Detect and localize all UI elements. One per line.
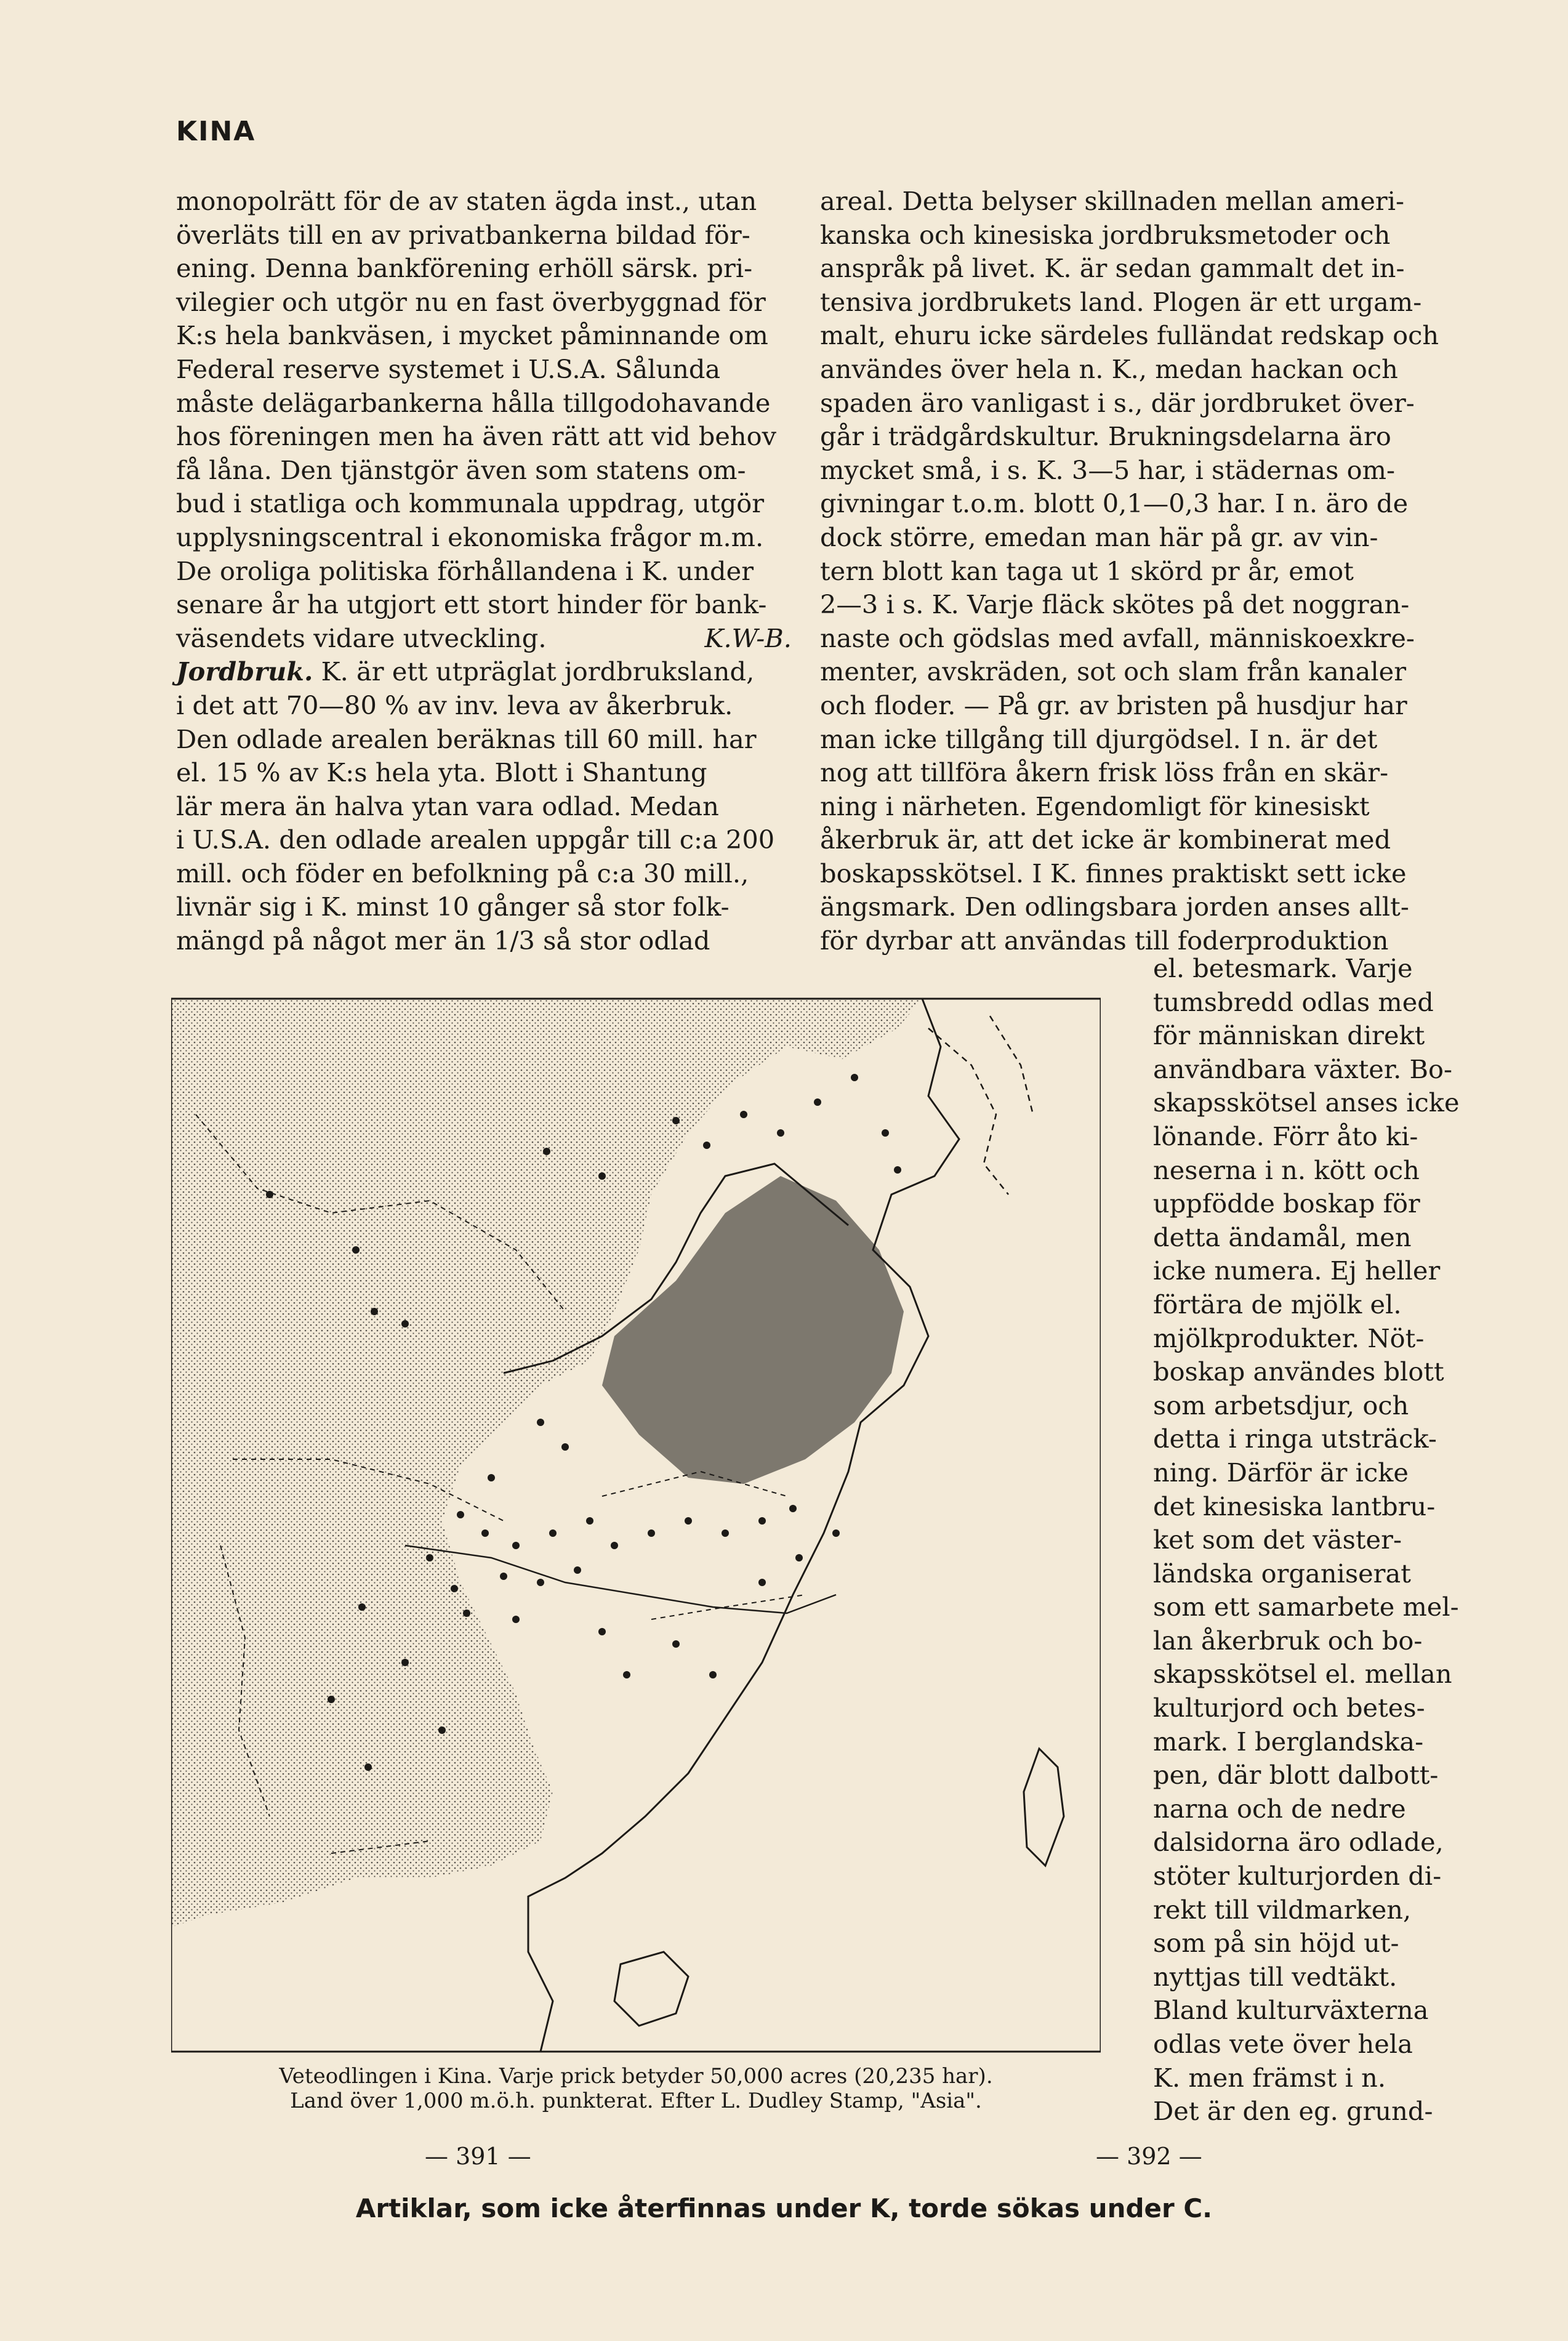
wheat-map-figure (171, 991, 1101, 2063)
text-line: ket som det väster- (1153, 1525, 1402, 1555)
text-line: nyttjas till vedtäkt. (1153, 1961, 1397, 1992)
text-line: skapsskötsel el. mellan (1153, 1659, 1452, 1690)
text-line: detta i ringa utsträck- (1153, 1424, 1437, 1454)
text-line: detta ändamål, men (1153, 1222, 1412, 1252)
page-number-left: — 391 — (425, 2143, 531, 2170)
left-column (176, 185, 792, 958)
text-line: som på sin höjd ut- (1153, 1928, 1399, 1959)
text-line: narna och de nedre (1153, 1793, 1406, 1824)
text-line: odlas vete över hela (1153, 2029, 1413, 2059)
text-line: bud i statliga och kommunala uppdrag, utgör (176, 488, 765, 519)
text-line: anspråk på livet. K. är sedan gammalt det in- (820, 253, 1405, 284)
text-line: Den odlade arealen beräknas till 60 mill. har (176, 723, 757, 754)
text-line: i U.S.A. den odlade arealen uppgår till c:a 200 (176, 824, 775, 855)
text-line: De oroliga politiska förhållandena i K. under (176, 555, 754, 586)
text-line: användbara växter. Bo- (1153, 1054, 1453, 1084)
text-line: går i trädgårdskultur. Brukningsdelarna äro (820, 421, 1391, 452)
text-line: nog att tillföra åkern frisk löss från en skär- (820, 757, 1389, 788)
text-line: boskapsskötsel. I K. finnes praktiskt sett icke (820, 858, 1407, 888)
text-line: spaden äro vanligast i s., där jordbruket över- (820, 387, 1415, 418)
text-line: rekt till vildmarken, (1153, 1894, 1412, 1925)
figure-caption (171, 2064, 1101, 2113)
text-line: 2—3 i s. K. Varje fläck skötes på det noggran- (820, 589, 1410, 620)
text-line: tumsbredd odlas med (1153, 986, 1434, 1017)
text-line: stöter kulturjorden di- (1153, 1861, 1442, 1892)
text-line: ängsmark. Den odlingsbara jorden anses allt- (820, 892, 1409, 922)
text-line: som arbetsdjur, och (1153, 1390, 1409, 1420)
text-line: mill. och föder en befolkning på c:a 30 mill., (176, 858, 749, 888)
text-line: hos föreningen men ha även rätt att vid behov (176, 421, 777, 452)
text-line: ning i närheten. Egendomligt för kinesiskt (820, 791, 1370, 821)
text-line: överläts till en av privatbankerna bildad för- (176, 219, 750, 250)
text-line: livnär sig i K. minst 10 gånger så stor folk- (176, 892, 730, 922)
text-line: det kinesiska lantbru- (1153, 1491, 1436, 1521)
text-line: monopolrätt för de av staten ägda inst., utan (176, 186, 757, 216)
text-line: ning. Därför är icke (1153, 1457, 1409, 1488)
text-line: kulturjord och betes- (1153, 1693, 1425, 1723)
text-line: K:s hela bankväsen, i mycket påminnande om (176, 320, 768, 351)
text-line: få låna. Den tjänstgör även som statens om- (176, 454, 746, 485)
text-line: skapsskötsel anses icke (1153, 1087, 1460, 1118)
text-line: icke numera. Ej heller (1153, 1255, 1441, 1286)
text-line: mjölkprodukter. Nöt- (1153, 1323, 1425, 1353)
text-line: menter, avskräden, sot och slam från kanaler (820, 656, 1407, 687)
text-line: K. men främst i n. (1153, 2062, 1386, 2093)
china-wheat-map (171, 991, 1101, 2063)
text-line: tern blott kan taga ut 1 skörd pr år, emot (820, 555, 1354, 586)
text-line: K. är ett utpräglat jordbruksland, (313, 656, 755, 687)
text-line: ländska organiserat (1153, 1558, 1411, 1589)
text-line: dalsidorna äro odlade, (1153, 1827, 1444, 1858)
text-line: användes över hela n. K., medan hackan och (820, 353, 1398, 384)
text-line: mark. I berglandska- (1153, 1726, 1424, 1757)
text-line: kanska och kinesiska jordbruksmetoder och (820, 219, 1391, 250)
text-line: upplysningscentral i ekonomiska frågor m.m. (176, 522, 764, 552)
text-line: tensiva jordbrukets land. Plogen är ett urgam- (820, 286, 1422, 317)
right-column-bottom (1153, 952, 1466, 2129)
text-line: lär mera än halva ytan vara odlad. Medan (176, 791, 719, 821)
page-header: KINA (176, 116, 256, 147)
text-line: el. 15 % av K:s hela yta. Blott i Shantung (176, 757, 707, 788)
right-column-top (820, 185, 1456, 958)
text-line: malt, ehuru icke särdeles fulländat redskap och (820, 320, 1439, 351)
text-line: måste delägarbankerna hålla tillgodohavande (176, 387, 771, 418)
text-line: som ett samarbete mel- (1153, 1592, 1459, 1622)
text-line: givningar t.o.m. blott 0,1—0,3 har. I n. äro de (820, 488, 1409, 519)
text-line: mängd på något mer än 1/3 så stor odlad (176, 925, 710, 956)
text-line: Det är den eg. grund- (1153, 2096, 1433, 2127)
text-line: areal. Detta belyser skillnaden mellan ameri- (820, 186, 1405, 216)
text-line: för människan direkt (1153, 1020, 1425, 1051)
caption-line: Veteodlingen i Kina. Varje prick betyder 50,000 acres (20,235 har). (279, 2064, 993, 2089)
text-line: el. betesmark. Varje (1153, 953, 1413, 983)
text-line: väsendets vidare utveckling. (176, 623, 547, 653)
text-line: mycket små, i s. K. 3—5 har, i städernas om- (820, 454, 1396, 485)
text-line: naste och gödslas med avfall, människoexkre- (820, 623, 1415, 653)
text-line: Federal reserve systemet i U.S.A. Sålunda (176, 353, 721, 384)
text-line: åkerbruk är, att det icke är kombinerat med (820, 824, 1391, 855)
text-line: boskap användes blott (1153, 1356, 1444, 1387)
text-line: och floder. — På gr. av bristen på husdjur har (820, 690, 1407, 720)
text-line: lönande. Förr åto ki- (1153, 1121, 1418, 1151)
text-line: uppfödde boskap för (1153, 1188, 1420, 1219)
text-line: dock större, emedan man här på gr. av vin- (820, 522, 1378, 552)
text-line: förtära de mjölk el. (1153, 1289, 1402, 1320)
text-line: lan åkerbruk och bo- (1153, 1625, 1423, 1656)
page-number-right: — 392 — (1096, 2143, 1202, 2170)
text-line: pen, där blott dalbott- (1153, 1760, 1439, 1791)
text-line: neserna i n. kött och (1153, 1154, 1420, 1185)
text-line: för dyrbar att användas till foderproduktion (820, 925, 1389, 956)
text-line: Bland kulturväxterna (1153, 1995, 1429, 2026)
author-signature: K.W-B. (704, 623, 792, 653)
text-line: vilegier och utgör nu en fast överbyggnad för (176, 286, 766, 317)
footer-note: Artiklar, som icke återfinnas under K, torde sökas under C. (355, 2193, 1213, 2223)
section-title: Jordbruk. (176, 656, 313, 687)
text-line: i det att 70—80 % av inv. leva av åkerbruk. (176, 690, 733, 720)
caption-line: Land över 1,000 m.ö.h. punkterat. Efter L. Dudley Stamp, "Asia". (290, 2089, 982, 2113)
text-line: ening. Denna bankförening erhöll särsk. pri- (176, 253, 753, 284)
text-line: man icke tillgång till djurgödsel. I n. är det (820, 723, 1378, 754)
text-line: senare år ha utgjort ett stort hinder för bank- (176, 589, 767, 620)
